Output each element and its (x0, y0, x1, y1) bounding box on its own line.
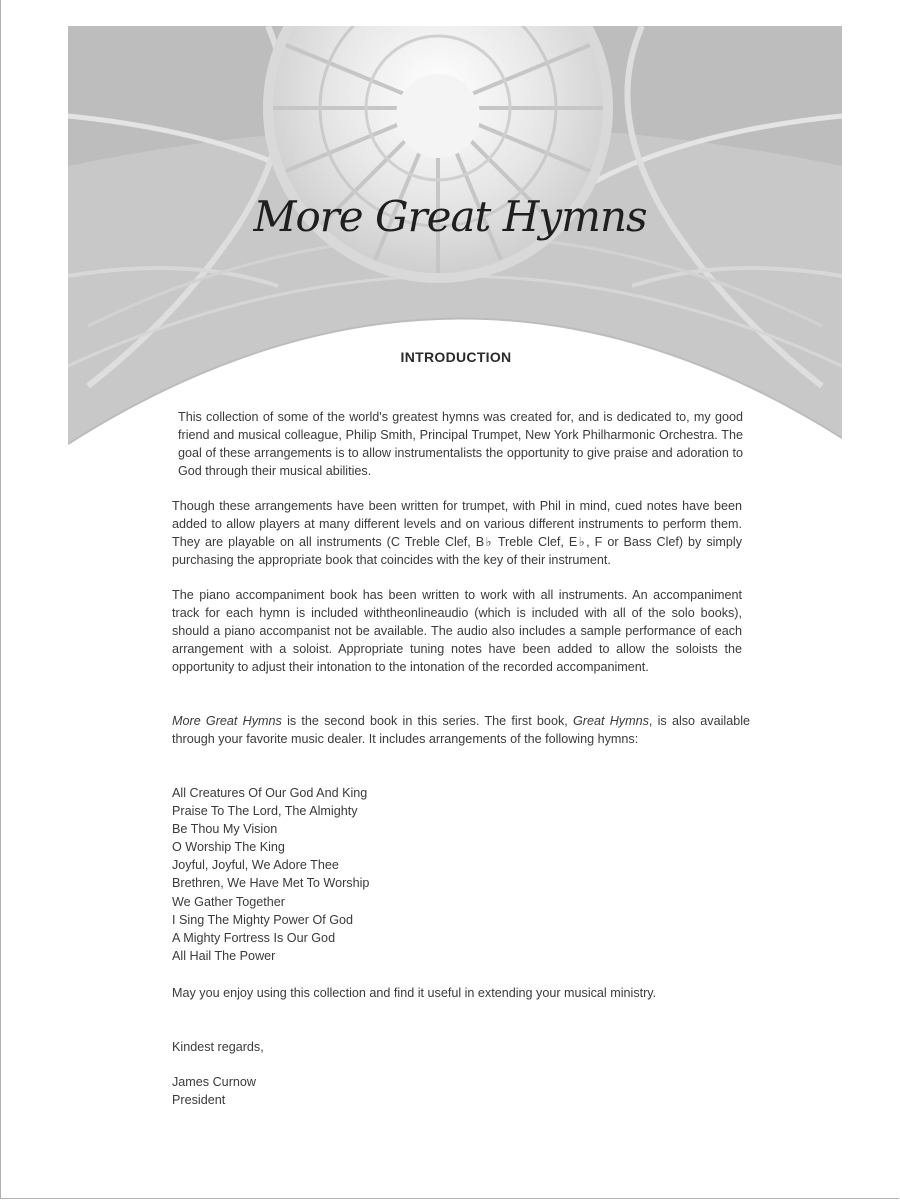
hymn-list-item: Praise To The Lord, The Almighty (172, 804, 358, 819)
hymn-list-item: All Hail The Power (172, 948, 276, 963)
hymn-list-item: Be Thou My Vision (172, 822, 278, 837)
series-text-middle: is the second book in this series. The first book, (281, 714, 573, 728)
hymn-list-item: Brethren, We Have Met To Worship (172, 876, 370, 891)
hymn-list-item: We Gather Together (172, 894, 285, 909)
intro-paragraph-accompaniment: The piano accompaniment book has been written to work with all instruments. An accompaniment track for each hymn is included withtheonlineaudio (which is included with all of the solo books), should a piano accompanist not be available. The audio also includes a sample performance of each arrangement with a soloist. Appropriate tuning notes have been added to allow the soloists the opportunity to adjust their intonation to the intonation of the recorded accompaniment. (172, 588, 742, 674)
salutation: Kindest regards, (172, 1040, 264, 1054)
intro-paragraph-dedication: This collection of some of the world's greatest hymns was created for, and is dedicated to, my good friend and musical colleague, Philip Smith, Principal Trumpet, New York Philharmonic Orchestra. The goal of these arrangements is to allow instrumentalists the opportunity to give praise and adoration to God through their musical abilities. (178, 410, 743, 478)
series-book-title: More Great Hymns (172, 714, 282, 728)
signature-name: James Curnow (172, 1075, 256, 1089)
first-book-title: Great Hymns (572, 714, 649, 728)
closing-sentence: May you enjoy using this collection and find it useful in extending your musical ministry. (172, 986, 657, 1000)
hymn-list-item: All Creatures Of Our God And King (172, 786, 368, 800)
hymn-list-item: I Sing The Mighty Power Of God (172, 912, 354, 927)
hymn-list-item: Joyful, Joyful, We Adore Thee (172, 858, 339, 873)
series-text-end: , is also available through your favorite music dealer. It includes arrangements of the following hymns: (172, 714, 751, 746)
intro-paragraph-instruments: Though these arrangements have been written for trumpet, with Phil in mind, cued notes have been added to allow players at many different levels and on various different instruments to perform them. They are playable on all instruments (C Treble Clef, B♭ Treble Clef, E♭, F or Bass Clef) by simply purchasing the appropriate book that coincides with the key of their instrument. (172, 499, 742, 567)
hymn-list (172, 784, 369, 965)
hymn-list-item: A Mighty Fortress Is Our God (172, 930, 336, 945)
hymn-list-item: O Worship The King (172, 840, 285, 855)
intro-paragraph-series (172, 712, 750, 748)
section-heading: INTRODUCTION (400, 349, 512, 365)
book-title: More Great Hymns (253, 192, 647, 241)
signature-title: President (172, 1093, 226, 1107)
